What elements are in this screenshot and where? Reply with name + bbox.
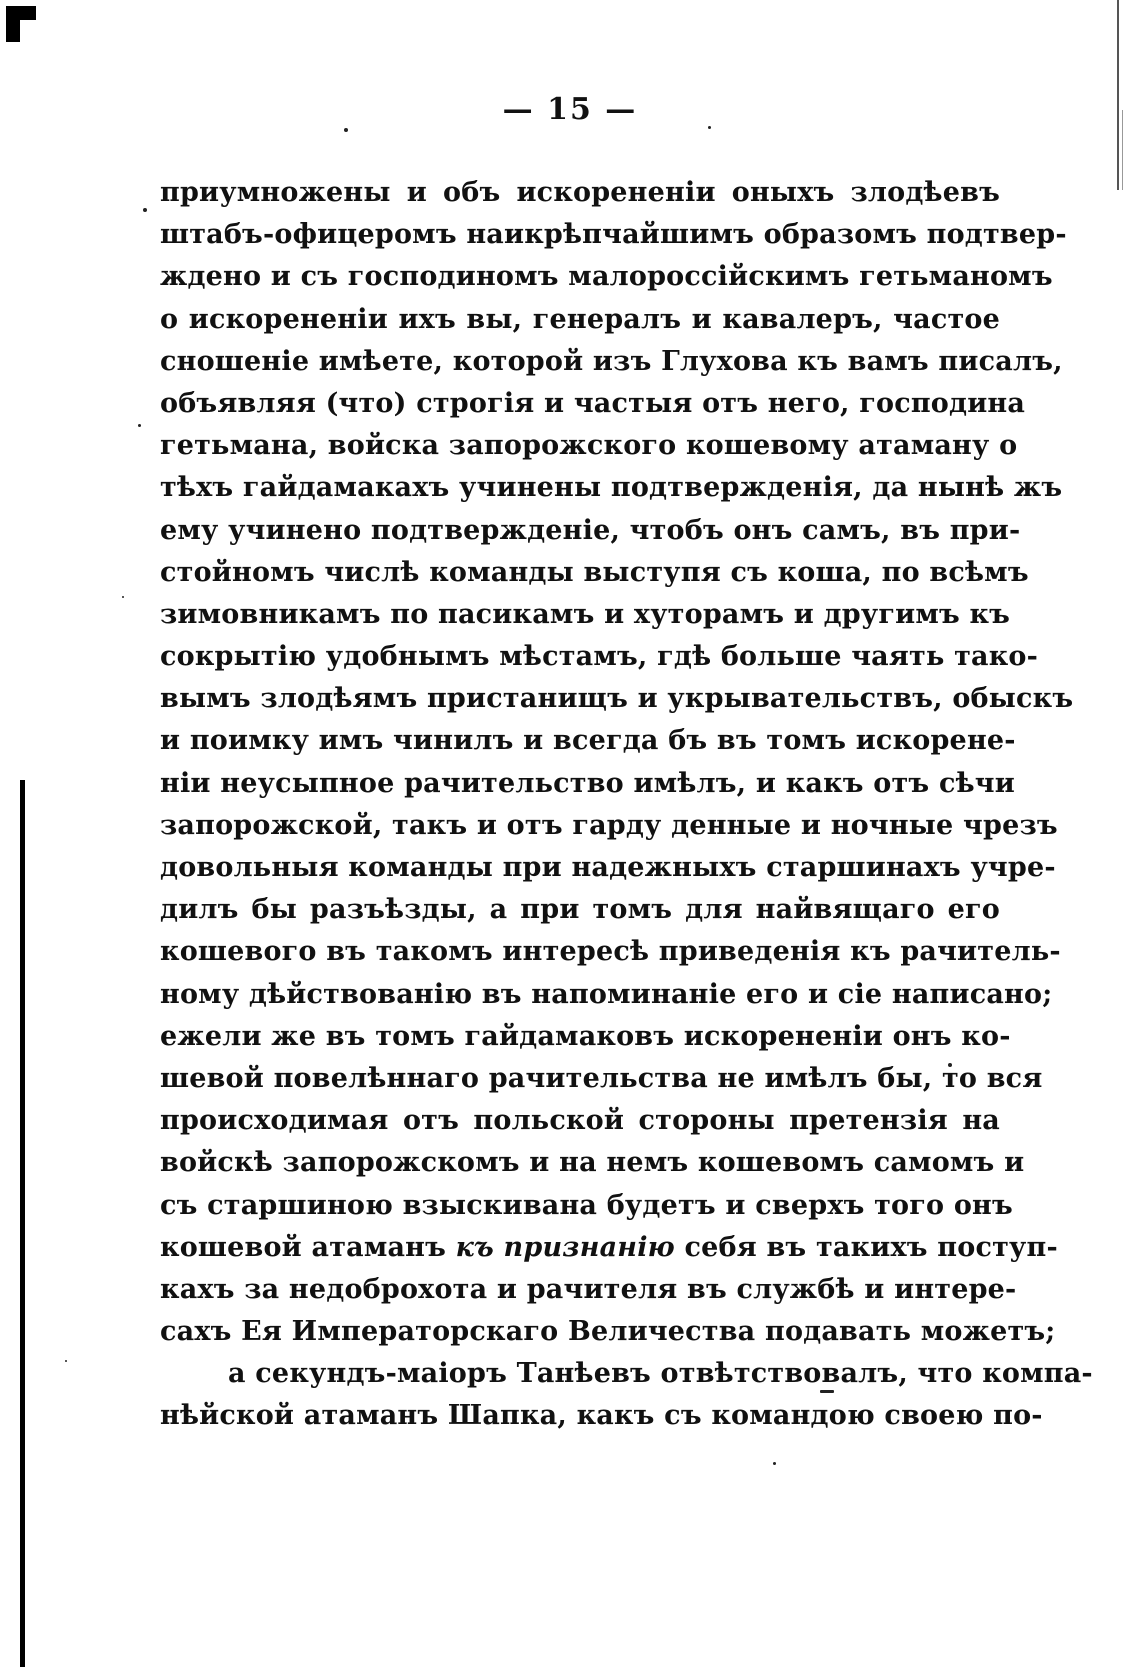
text-line: шевой повелѣннаго рачительства не имѣлъ бы, то вся	[160, 1062, 1043, 1094]
text-line: зимовникамъ по пасикамъ и хуторамъ и другимъ къ	[160, 598, 1011, 630]
text-line: съ старшиною взыскивана будетъ и сверхъ того онъ	[160, 1189, 1013, 1221]
text-line: и поимку имъ чинилъ и всегда бъ въ томъ искорене-	[160, 725, 1016, 757]
text-line: ему учинено подтвержденіе, чтобъ онъ самъ, въ при-	[160, 514, 1021, 546]
text-line: приумножены и объ искорененіи оныхъ злодѣевъ	[160, 177, 1000, 208]
scan-speck	[138, 424, 141, 427]
body-text	[160, 172, 1093, 1438]
paragraph-first-line: а секундъ-маіоръ Танѣевъ отвѣтствовалъ, что компа-	[228, 1358, 1093, 1390]
scan-speck	[122, 596, 124, 598]
text-line: сношеніе имѣете, которой изъ Глухова къ вамъ писалъ,	[160, 345, 1063, 377]
text-line: ежели же въ томъ гайдамаковъ искорененіи онъ ко-	[160, 1020, 1011, 1052]
text-line: о искорененіи ихъ вы, генералъ и кавалеръ, частое	[160, 303, 1000, 335]
text-line: ніи неусыпное рачительство имѣлъ, и какъ отъ сѣчи	[160, 767, 1015, 799]
text-line: ному дѣйствованію въ напоминаніе его и сіе написано;	[160, 978, 1053, 1010]
text-line: происходимая отъ польской стороны претензія на	[160, 1105, 1000, 1137]
scan-speck	[773, 1462, 776, 1465]
text-line: запорожской, такъ и отъ гарду денные и ночные чрезъ	[160, 809, 1058, 841]
text-line: вымъ злодѣямъ пристанищъ и укрывательствъ, обыскъ	[160, 683, 1074, 715]
scan-speck	[344, 128, 348, 132]
text-line: нѣйской атаманъ Шапка, какъ съ командою своею по-	[160, 1400, 1043, 1432]
text-line: стойномъ числѣ команды выступя съ коша, по всѣмъ	[160, 556, 1029, 588]
text-line: сахъ Ея Императорскаго Величества подавать можетъ;	[160, 1316, 1056, 1348]
text-line: тѣхъ гайдамакахъ учинены подтвержденія, да нынѣ жъ	[160, 472, 1063, 504]
scan-corner-mark	[6, 6, 36, 20]
text-line: войскѣ запорожскомъ и на немъ кошевомъ самомъ и	[160, 1147, 1025, 1179]
text-line: ждено и съ господиномъ малороссійскимъ гетьманомъ	[160, 261, 1053, 293]
text-line: штабъ-офицеромъ наикрѣпчайшимъ образомъ подтвер-	[160, 219, 1067, 251]
text-span: себя въ такихъ поступ-	[684, 1231, 1058, 1263]
text-line: довольныя команды при надежныхъ старшинахъ учре-	[160, 852, 1056, 883]
text-line: кошевого въ такомъ интересѣ приведенія къ рачитель-	[160, 936, 1061, 968]
text-span: кошевой атаманъ	[160, 1231, 447, 1263]
scan-spine-shadow	[20, 780, 25, 1667]
page-number: — 15 —	[502, 92, 638, 127]
text-line-with-italic	[160, 1227, 1058, 1269]
text-line: гетьмана, войска запорожского кошевому атаману о	[160, 430, 1018, 462]
text-line: сокрытію удобнымъ мѣстамъ, гдѣ больше чаять тако-	[160, 641, 1039, 673]
text-line: объявляя (что) строгія и частыя отъ него, господина	[160, 387, 1026, 419]
text-line: кахъ за недоброхота и рачителя въ службѣ и интере-	[160, 1273, 1017, 1305]
scan-speck	[65, 1360, 67, 1362]
scan-speck	[143, 208, 147, 212]
italic-phrase: къ признанію	[455, 1231, 675, 1263]
text-line: дилъ бы разъѣзды, а при томъ для найвящаго его	[160, 894, 1000, 926]
